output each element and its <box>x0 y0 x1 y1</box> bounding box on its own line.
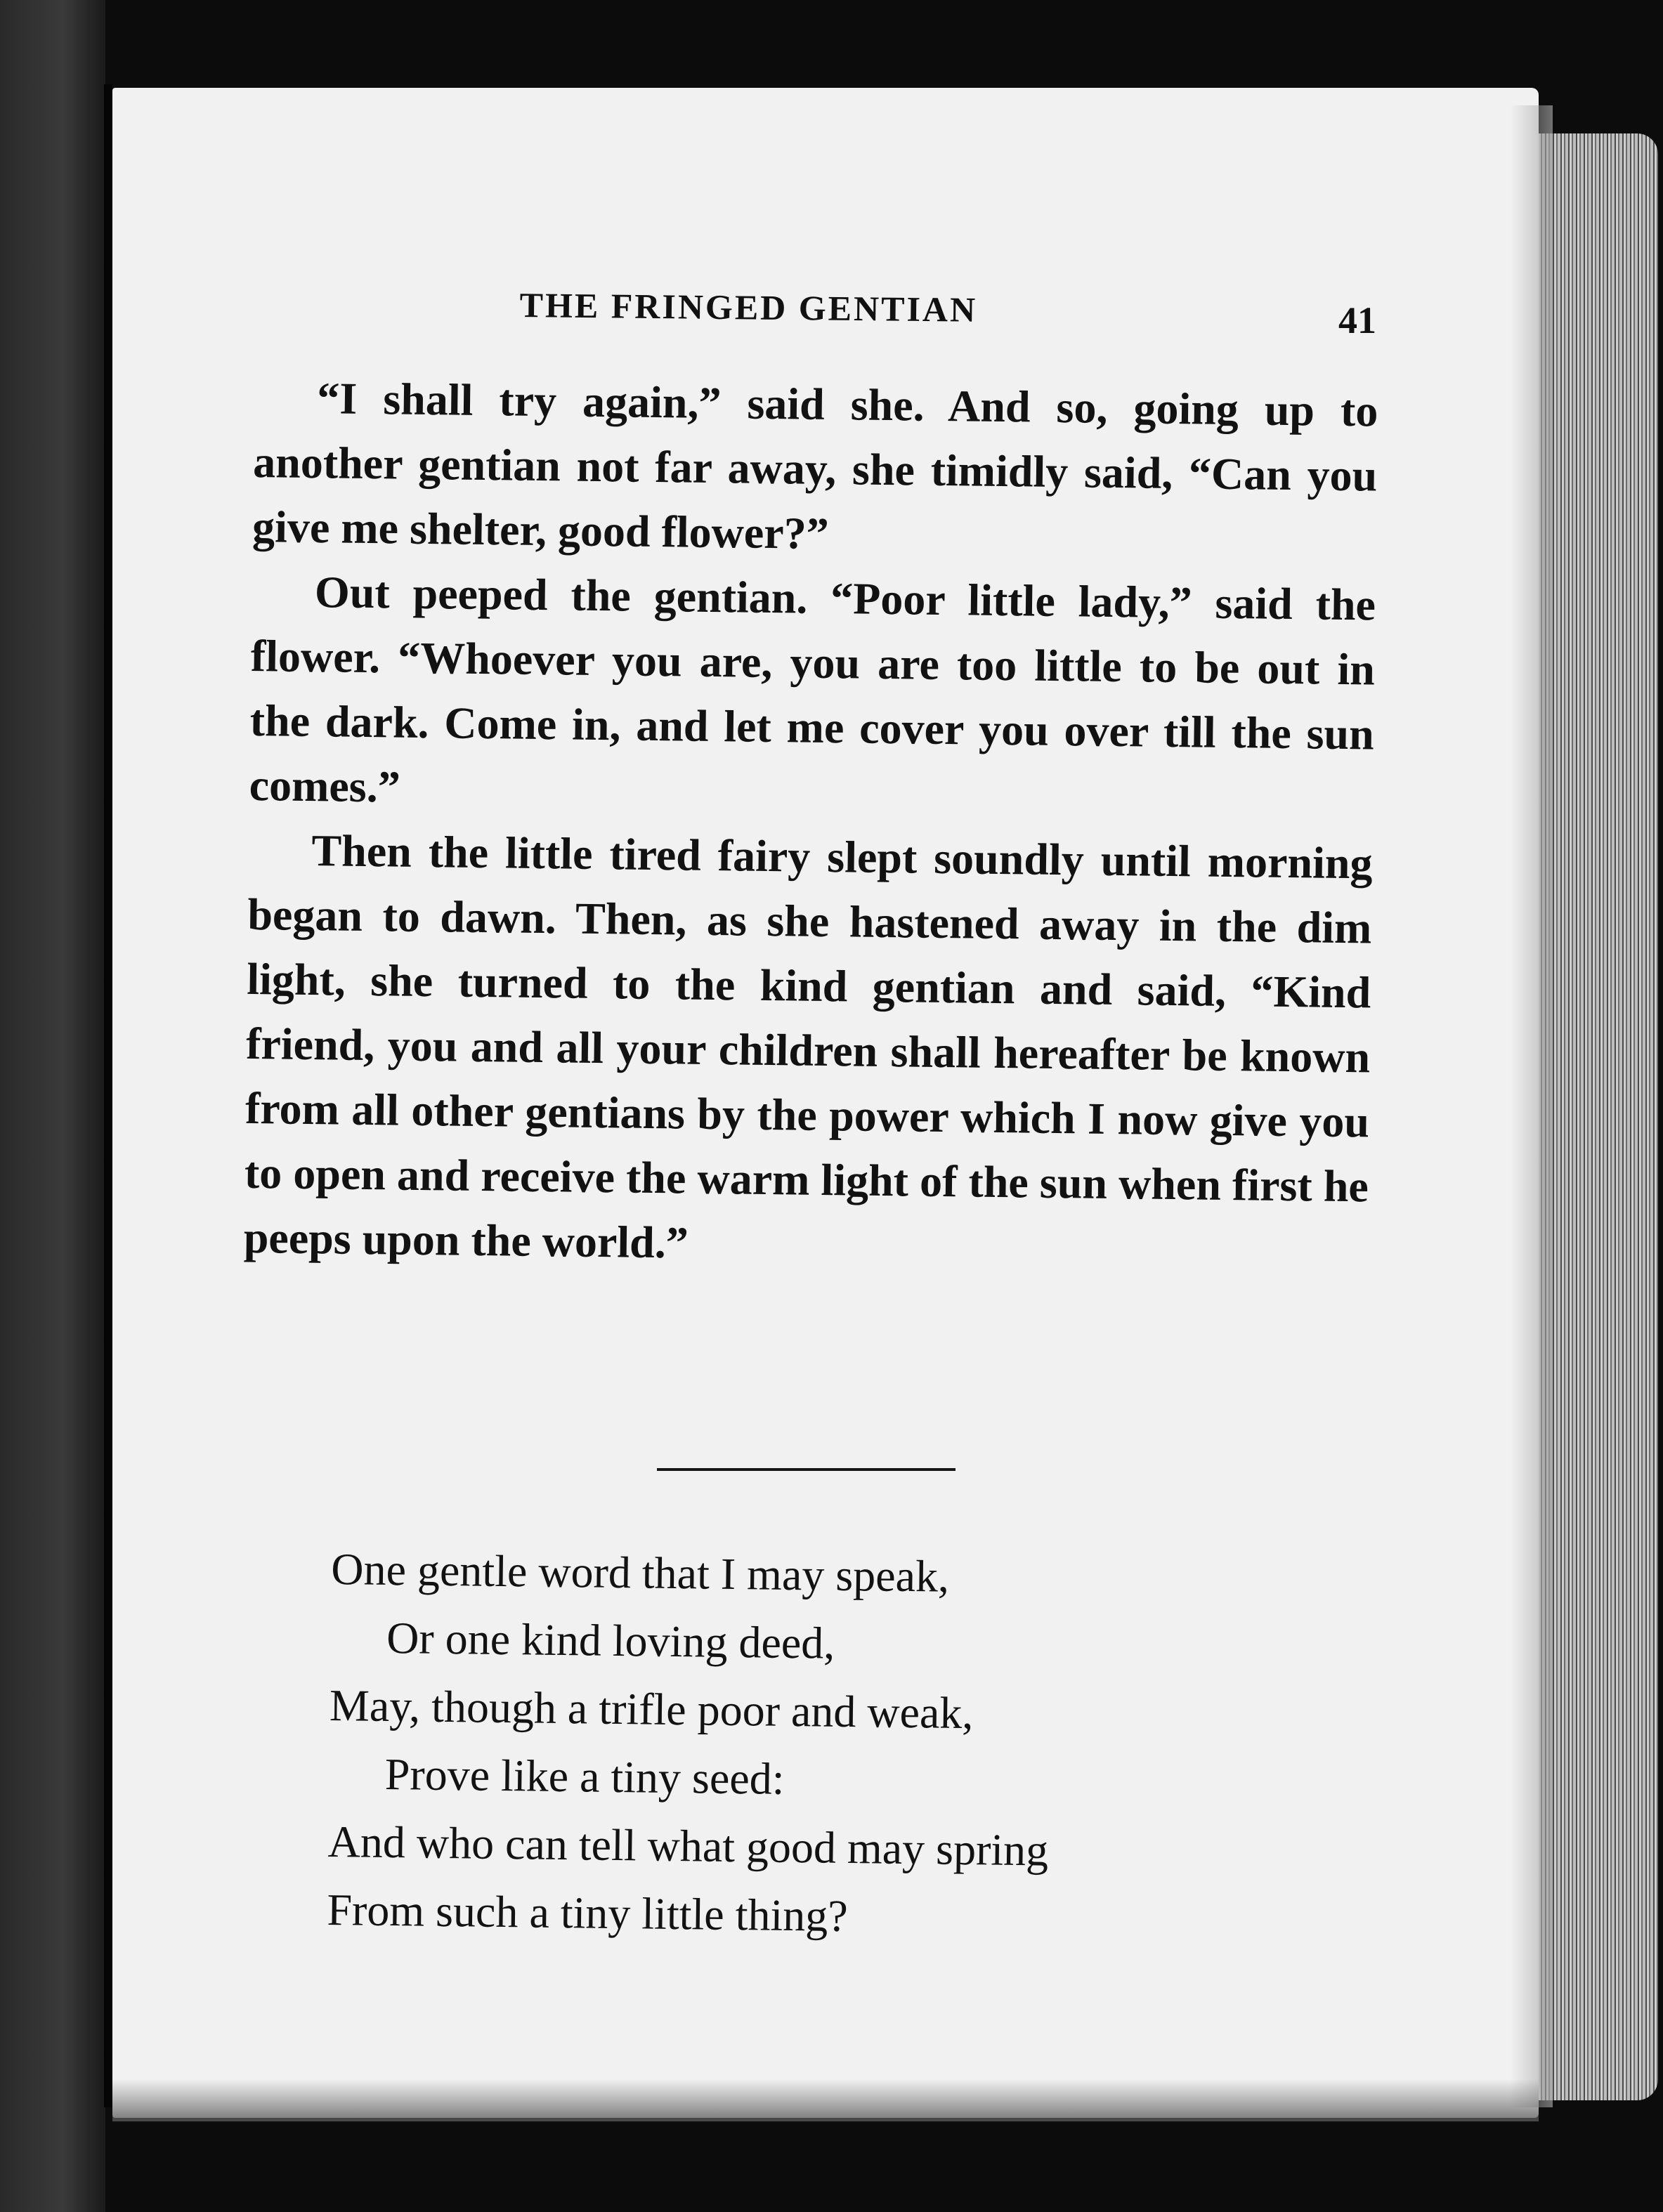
prose-body <box>243 365 1378 1283</box>
left-page-strip <box>0 0 105 2212</box>
gutter-line <box>104 84 112 2107</box>
page-edge-shadow <box>1511 105 1553 2107</box>
paragraph: Out peeped the gentian. “Poor little lady,” said the flower. “Whoever you are, you are too little to be out in the dark. Come in, and let me cover you over till the sun comes.” <box>249 567 1376 812</box>
page-bottom-shadow <box>112 2079 1539 2121</box>
page-number: 41 <box>1338 299 1376 341</box>
paragraph: “I shall try again,” said she. And so, going up to another gentian not far away, she timidly said, “Can you give me shelter, good flower?” <box>252 373 1378 559</box>
page-edge-leaves <box>1539 133 1658 2100</box>
poem-line: Or one kind loving deed, <box>386 1612 835 1668</box>
poem-line: May, though a trifle poor and weak, <box>329 1680 974 1739</box>
poem-line: Prove like a tiny seed: <box>384 1748 785 1804</box>
section-divider <box>657 1468 956 1471</box>
poem-line: And who can tell what good may spring <box>327 1816 1049 1876</box>
running-head: THE FRINGED GENTIAN <box>519 284 978 329</box>
poem-line: From such a tiny little thing? <box>327 1884 849 1942</box>
paragraph: Then the little tired fairy slept soundly until morning began to dawn. Then, as she hastened away in the dim light, she turned to the kind gentian and said, “Kind friend, you and all your children shall hereafter be known from all other gentians by the power which I now give you to open and receive the warm light of the sun when first he peeps upon the world.” <box>243 825 1373 1268</box>
poem-line: One gentle word that I may speak, <box>330 1543 950 1602</box>
poem <box>327 1535 1052 1952</box>
